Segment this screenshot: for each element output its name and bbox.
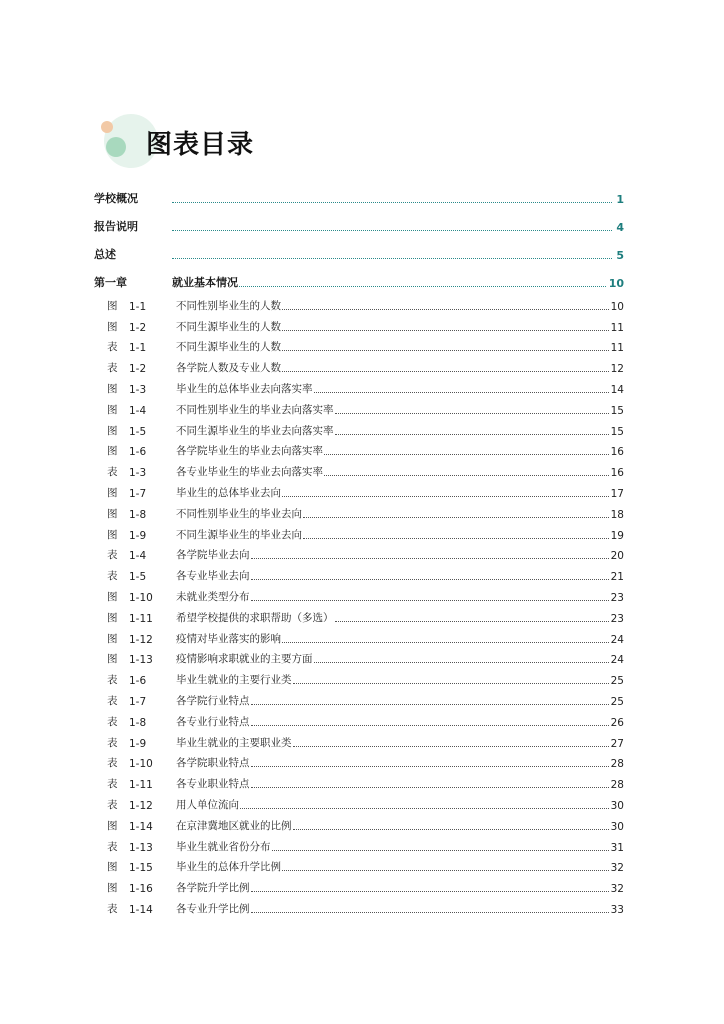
toc-page-number: 32 (610, 883, 624, 896)
dot-leader (239, 285, 606, 287)
item-number: 1-6 (129, 446, 147, 459)
item-title: 用人单位流向 (176, 798, 239, 811)
toc-figure-entry[interactable] (94, 396, 624, 417)
toc-page-number: 23 (610, 591, 624, 604)
item-kind: 表 (107, 840, 118, 853)
toc-figure-entry[interactable] (94, 833, 624, 854)
dot-leader (282, 495, 609, 497)
dot-leader (251, 703, 609, 705)
toc-page-number: 28 (610, 779, 624, 792)
item-title: 各专业升学比例 (176, 902, 250, 915)
toc-page-number: 19 (610, 529, 624, 542)
item-kind: 图 (107, 528, 118, 541)
dot-leader (272, 849, 609, 851)
toc-figure-entry[interactable] (94, 604, 624, 625)
toc-page-number: 33 (610, 903, 624, 916)
table-of-contents (94, 178, 624, 916)
item-number: 1-8 (129, 716, 147, 729)
item-number: 1-13 (129, 654, 153, 667)
toc-figure-entry[interactable] (94, 895, 624, 916)
toc-figure-entry[interactable] (94, 375, 624, 396)
toc-entry-label: 学校概况 (94, 192, 138, 205)
toc-page-number: 24 (610, 633, 624, 646)
item-kind: 图 (107, 590, 118, 603)
item-kind: 表 (107, 570, 118, 583)
dot-leader (314, 661, 609, 663)
dot-leader (293, 682, 609, 684)
item-title: 毕业生就业省份分布 (176, 840, 271, 853)
toc-figure-entry[interactable] (94, 479, 624, 500)
dot-leader (251, 578, 609, 580)
toc-main-entry[interactable] (94, 206, 624, 234)
item-kind: 表 (107, 466, 118, 479)
item-kind: 图 (107, 653, 118, 666)
toc-figure-entry[interactable] (94, 708, 624, 729)
toc-page-number: 21 (610, 571, 624, 584)
item-kind: 表 (107, 798, 118, 811)
toc-page-number: 16 (610, 446, 624, 459)
dot-leader (251, 724, 609, 726)
toc-page-number: 20 (610, 550, 624, 563)
item-kind: 图 (107, 382, 118, 395)
item-kind: 表 (107, 778, 118, 791)
toc-figure-entry[interactable] (94, 354, 624, 375)
page-title: 图表目录 (146, 130, 255, 160)
item-number: 1-2 (129, 321, 147, 334)
chapter-title: 就业基本情况 (172, 276, 238, 289)
item-kind: 图 (107, 507, 118, 520)
toc-figure-entry[interactable] (94, 313, 624, 334)
dot-leader (251, 911, 609, 913)
toc-page-number: 10 (608, 277, 624, 290)
item-kind: 表 (107, 694, 118, 707)
item-title: 希望学校提供的求职帮助（多选） (176, 611, 334, 624)
dot-leader (335, 620, 609, 622)
item-number: 1-1 (129, 300, 147, 313)
dot-leader (282, 308, 609, 310)
toc-figure-entry[interactable] (94, 791, 624, 812)
dot-leader (240, 807, 609, 809)
item-title: 各学院行业特点 (176, 694, 250, 707)
dot-leader (314, 391, 609, 393)
toc-page-number: 17 (610, 487, 624, 500)
dot-leader (282, 370, 609, 372)
dot-leader (293, 828, 609, 830)
item-title: 不同性别毕业生的毕业去向 (176, 507, 302, 520)
item-number: 1-14 (129, 820, 153, 833)
item-number: 1-6 (129, 675, 147, 688)
dot-leader (251, 890, 609, 892)
toc-figure-entry[interactable] (94, 770, 624, 791)
item-number: 1-1 (129, 342, 147, 355)
item-number: 1-5 (129, 571, 147, 584)
toc-page-number: 30 (610, 799, 624, 812)
toc-figure-entry[interactable] (94, 583, 624, 604)
item-kind: 表 (107, 736, 118, 749)
item-title: 各学院毕业去向 (176, 549, 250, 562)
toc-page-number: 5 (616, 249, 624, 262)
dot-leader (282, 869, 609, 871)
item-number: 1-7 (129, 695, 147, 708)
item-kind: 图 (107, 632, 118, 645)
toc-page-number: 15 (610, 404, 624, 417)
item-number: 1-11 (129, 779, 153, 792)
item-title: 不同性别毕业生的人数 (176, 299, 281, 312)
toc-page-number: 12 (610, 363, 624, 376)
item-kind: 表 (107, 715, 118, 728)
chapter-number: 第一章 (94, 276, 127, 289)
dot-leader (251, 599, 609, 601)
toc-page-number: 23 (610, 612, 624, 625)
item-title: 各专业毕业去向 (176, 570, 250, 583)
toc-page-number: 32 (610, 862, 624, 875)
item-kind: 表 (107, 902, 118, 915)
item-number: 1-10 (129, 758, 153, 771)
toc-chapter-entry[interactable] (94, 262, 624, 290)
toc-figure-entry[interactable] (94, 854, 624, 875)
toc-figure-entry[interactable] (94, 458, 624, 479)
dot-leader (324, 474, 609, 476)
toc-entry-label: 报告说明 (94, 220, 138, 233)
dot-leader (335, 412, 609, 414)
toc-figure-entry[interactable] (94, 417, 624, 438)
dot-leader (282, 349, 609, 351)
item-kind: 表 (107, 341, 118, 354)
toc-main-entry[interactable] (94, 234, 624, 262)
item-kind: 表 (107, 362, 118, 375)
item-kind: 表 (107, 674, 118, 687)
dot-leader (251, 557, 609, 559)
toc-figure-entry[interactable] (94, 729, 624, 750)
dot-leader (324, 453, 609, 455)
item-number: 1-9 (129, 737, 147, 750)
item-title: 未就业类型分布 (176, 590, 250, 603)
toc-page-number: 4 (616, 221, 624, 234)
item-number: 1-16 (129, 883, 153, 896)
item-title: 疫情对毕业落实的影响 (176, 632, 281, 645)
item-title: 毕业生的总体毕业去向 (176, 486, 281, 499)
dot-leader (293, 745, 609, 747)
toc-figure-entry[interactable] (94, 542, 624, 563)
toc-figure-entry[interactable] (94, 812, 624, 833)
item-title: 不同生源毕业生的人数 (176, 320, 281, 333)
decorative-circle-green (106, 137, 126, 157)
dot-leader (251, 786, 609, 788)
toc-figure-entry[interactable] (94, 500, 624, 521)
toc-page-number: 16 (610, 467, 624, 480)
item-kind: 图 (107, 882, 118, 895)
item-title: 各专业职业特点 (176, 778, 250, 791)
toc-figure-entry[interactable] (94, 562, 624, 583)
dot-leader (303, 516, 609, 518)
toc-page-number: 25 (610, 695, 624, 708)
dot-leader (251, 765, 609, 767)
toc-page-number: 27 (610, 737, 624, 750)
item-number: 1-5 (129, 425, 147, 438)
item-number: 1-12 (129, 633, 153, 646)
item-kind: 图 (107, 861, 118, 874)
toc-page-number: 1 (616, 193, 624, 206)
item-kind: 图 (107, 486, 118, 499)
item-kind: 图 (107, 611, 118, 624)
item-kind: 表 (107, 549, 118, 562)
toc-figure-entry[interactable] (94, 750, 624, 771)
toc-entry-label: 总述 (94, 248, 116, 261)
item-number: 1-9 (129, 529, 147, 542)
dot-leader (303, 537, 609, 539)
item-title: 毕业生就业的主要职业类 (176, 736, 292, 749)
item-title: 不同生源毕业生的毕业去向落实率 (176, 424, 334, 437)
item-title: 各学院职业特点 (176, 757, 250, 770)
item-number: 1-10 (129, 591, 153, 604)
toc-page-number: 28 (610, 758, 624, 771)
toc-figure-entry[interactable] (94, 874, 624, 895)
dot-leader (172, 257, 612, 259)
toc-figure-entry[interactable] (94, 292, 624, 313)
toc-page-number: 31 (610, 841, 624, 854)
item-number: 1-12 (129, 799, 153, 812)
item-title: 毕业生就业的主要行业类 (176, 674, 292, 687)
toc-figure-entry[interactable] (94, 687, 624, 708)
item-kind: 图 (107, 445, 118, 458)
item-number: 1-3 (129, 383, 147, 396)
item-kind: 表 (107, 757, 118, 770)
toc-page-number: 15 (610, 425, 624, 438)
item-number: 1-4 (129, 404, 147, 417)
item-title: 不同生源毕业生的毕业去向 (176, 528, 302, 541)
item-title: 毕业生的总体毕业去向落实率 (176, 382, 313, 395)
toc-main-entry[interactable] (94, 178, 624, 206)
toc-page-number: 24 (610, 654, 624, 667)
toc-figure-entry[interactable] (94, 646, 624, 667)
item-title: 各学院毕业生的毕业去向落实率 (176, 445, 323, 458)
item-title: 不同生源毕业生的人数 (176, 341, 281, 354)
item-title: 在京津冀地区就业的比例 (176, 819, 292, 832)
toc-page-number: 30 (610, 820, 624, 833)
item-title: 各学院升学比例 (176, 882, 250, 895)
dot-leader (172, 229, 612, 231)
item-title: 不同性别毕业生的毕业去向落实率 (176, 403, 334, 416)
item-title: 毕业生的总体升学比例 (176, 861, 281, 874)
figure-table-list (94, 292, 624, 916)
dot-leader (172, 201, 612, 203)
item-number: 1-8 (129, 508, 147, 521)
decorative-circle-peach (101, 121, 113, 133)
toc-page-number: 11 (610, 342, 624, 355)
toc-figure-entry[interactable] (94, 666, 624, 687)
toc-figure-entry[interactable] (94, 625, 624, 646)
item-number: 1-7 (129, 487, 147, 500)
toc-figure-entry[interactable] (94, 521, 624, 542)
toc-figure-entry[interactable] (94, 438, 624, 459)
dot-leader (282, 641, 609, 643)
toc-page-number: 25 (610, 675, 624, 688)
item-kind: 图 (107, 299, 118, 312)
toc-figure-entry[interactable] (94, 334, 624, 355)
item-title: 各专业行业特点 (176, 715, 250, 728)
item-number: 1-11 (129, 612, 153, 625)
dot-leader (282, 329, 609, 331)
toc-page-number: 10 (610, 300, 624, 313)
item-title: 疫情影响求职就业的主要方面 (176, 653, 313, 666)
item-kind: 图 (107, 424, 118, 437)
item-title: 各专业毕业生的毕业去向落实率 (176, 466, 323, 479)
dot-leader (335, 433, 609, 435)
item-kind: 图 (107, 320, 118, 333)
item-number: 1-2 (129, 363, 147, 376)
toc-page-number: 26 (610, 716, 624, 729)
item-title: 各学院人数及专业人数 (176, 362, 281, 375)
item-number: 1-3 (129, 467, 147, 480)
item-number: 1-14 (129, 903, 153, 916)
item-kind: 图 (107, 403, 118, 416)
toc-page-number: 14 (610, 383, 624, 396)
item-kind: 图 (107, 819, 118, 832)
toc-page-number: 11 (610, 321, 624, 334)
item-number: 1-4 (129, 550, 147, 563)
item-number: 1-13 (129, 841, 153, 854)
item-number: 1-15 (129, 862, 153, 875)
toc-page-number: 18 (610, 508, 624, 521)
